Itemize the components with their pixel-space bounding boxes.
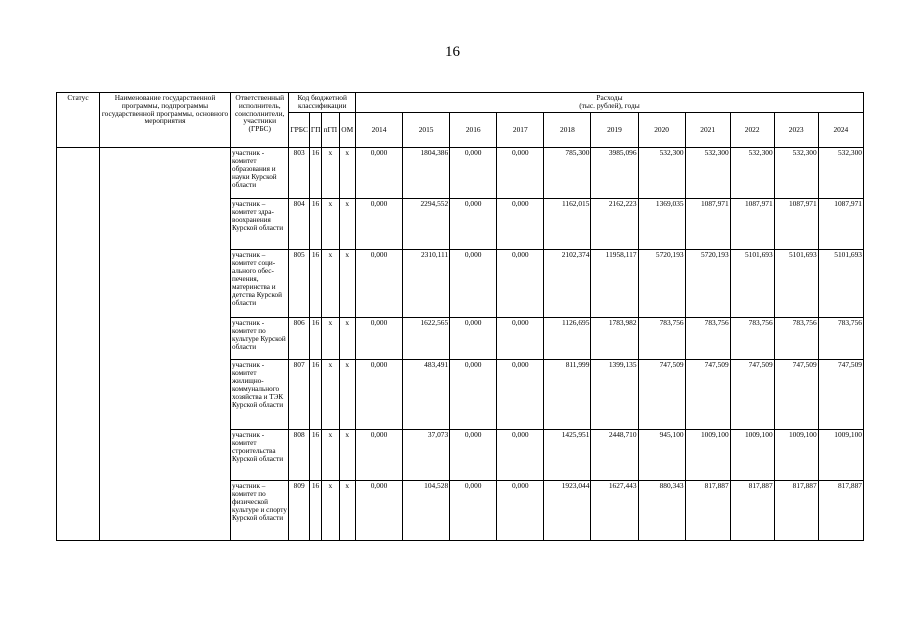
value-cell: 5720,193 [638,250,685,318]
om-cell: x [339,481,355,541]
value-cell: 0,000 [497,199,544,250]
value-cell: 817,887 [685,481,730,541]
value-cell: 747,509 [730,360,774,430]
value-cell: 747,509 [818,360,863,430]
gp-cell: 16 [309,318,321,360]
value-cell: 1425,951 [544,430,591,481]
value-cell: 1087,971 [818,199,863,250]
value-cell: 2102,374 [544,250,591,318]
value-cell: 1087,971 [730,199,774,250]
header-executor: Ответственный исполнитель, соисполнители, участники (ГРБС) [231,93,289,148]
value-cell: 783,756 [685,318,730,360]
value-cell: 0,000 [450,360,497,430]
header-year-2017: 2017 [497,113,544,148]
executor-cell: участник – комитет по физической культуре и спорту Курской области [231,481,289,541]
value-cell: 2448,710 [591,430,638,481]
pgp-cell: x [322,430,339,481]
value-cell: 783,756 [774,318,818,360]
value-cell: 783,756 [730,318,774,360]
value-cell: 1087,971 [685,199,730,250]
gp-cell: 16 [309,148,321,199]
value-cell: 532,300 [685,148,730,199]
om-cell: x [339,250,355,318]
header-status: Статус [57,93,100,148]
header-year-2020: 2020 [638,113,685,148]
value-cell: 0,000 [497,148,544,199]
value-cell: 2294,552 [403,199,450,250]
header-year-2023: 2023 [774,113,818,148]
value-cell: 0,000 [497,318,544,360]
pgp-cell: x [322,318,339,360]
value-cell: 785,300 [544,148,591,199]
value-cell: 11958,117 [591,250,638,318]
value-cell: 0,000 [355,430,402,481]
gp-cell: 16 [309,360,321,430]
value-cell: 2310,111 [403,250,450,318]
pgp-cell: x [322,250,339,318]
value-cell: 1162,015 [544,199,591,250]
header-year-2015: 2015 [403,113,450,148]
header-year-2022: 2022 [730,113,774,148]
gp-cell: 16 [309,481,321,541]
gp-cell: 16 [309,250,321,318]
pgp-cell: x [322,148,339,199]
value-cell: 1923,044 [544,481,591,541]
value-cell: 1399,135 [591,360,638,430]
value-cell: 104,528 [403,481,450,541]
value-cell: 945,100 [638,430,685,481]
value-cell: 817,887 [730,481,774,541]
value-cell: 747,509 [685,360,730,430]
value-cell: 5101,693 [730,250,774,318]
value-cell: 747,509 [638,360,685,430]
value-cell: 817,887 [774,481,818,541]
value-cell: 1009,100 [730,430,774,481]
value-cell: 1627,443 [591,481,638,541]
pgp-cell: x [322,199,339,250]
value-cell: 1369,035 [638,199,685,250]
om-cell: x [339,360,355,430]
value-cell: 0,000 [497,481,544,541]
grbs-cell: 805 [289,250,309,318]
grbs-cell: 803 [289,148,309,199]
value-cell: 3985,096 [591,148,638,199]
executor-cell: участник - комитет жилищно-коммунального хозяйства и ТЭК Курской области [231,360,289,430]
header-expenses-unit: (тыс. рублей), годы [579,100,640,110]
status-cell [57,148,100,541]
program-name-cell [100,148,231,541]
value-cell: 5101,693 [774,250,818,318]
value-cell: 1126,695 [544,318,591,360]
header-year-2024: 2024 [818,113,863,148]
value-cell: 783,756 [638,318,685,360]
value-cell: 0,000 [450,430,497,481]
om-cell: x [339,148,355,199]
executor-cell: участник - комитет строительства Курской области [231,430,289,481]
value-cell: 1009,100 [774,430,818,481]
value-cell: 1009,100 [818,430,863,481]
value-cell: 1622,565 [403,318,450,360]
value-cell: 532,300 [730,148,774,199]
grbs-cell: 806 [289,318,309,360]
value-cell: 0,000 [497,360,544,430]
value-cell: 880,343 [638,481,685,541]
value-cell: 0,000 [450,199,497,250]
header-expenses [355,93,863,113]
value-cell: 0,000 [450,148,497,199]
budget-table [56,92,864,541]
value-cell: 2162,223 [591,199,638,250]
header-code-group: Код бюджетной классификации [289,93,356,113]
value-cell: 0,000 [355,481,402,541]
header-code-pgp: пГП [322,113,339,148]
grbs-cell: 807 [289,360,309,430]
value-cell: 483,491 [403,360,450,430]
header-expenses-title: Расходы [596,93,623,102]
value-cell: 0,000 [497,430,544,481]
value-cell: 0,000 [355,360,402,430]
header-code-gp: ГП [309,113,321,148]
header-row-1 [57,93,864,113]
executor-cell: участник – комитет здравоохранения Курской области [231,199,289,250]
executor-cell: участник – комитет социального обеспечения, материнства и детства Курской области [231,250,289,318]
header-year-2014: 2014 [355,113,402,148]
value-cell: 5720,193 [685,250,730,318]
value-cell: 37,073 [403,430,450,481]
header-year-2021: 2021 [685,113,730,148]
value-cell: 0,000 [450,318,497,360]
value-cell: 817,887 [818,481,863,541]
grbs-cell: 808 [289,430,309,481]
value-cell: 532,300 [818,148,863,199]
value-cell: 1804,386 [403,148,450,199]
value-cell: 0,000 [355,250,402,318]
executor-cell: участник - комитет образования и науки Курской области [231,148,289,199]
value-cell: 811,999 [544,360,591,430]
header-year-2018: 2018 [544,113,591,148]
pgp-cell: x [322,481,339,541]
om-cell: x [339,430,355,481]
pgp-cell: x [322,360,339,430]
table-row [57,148,864,199]
grbs-cell: 809 [289,481,309,541]
page-number: 16 [445,44,460,60]
value-cell: 532,300 [774,148,818,199]
header-year-2016: 2016 [450,113,497,148]
header-code-om: ОМ [339,113,355,148]
value-cell: 0,000 [497,250,544,318]
header-code-grbs: ГРБС [289,113,309,148]
value-cell: 1009,100 [685,430,730,481]
value-cell: 783,756 [818,318,863,360]
gp-cell: 16 [309,199,321,250]
value-cell: 747,509 [774,360,818,430]
value-cell: 0,000 [355,199,402,250]
value-cell: 0,000 [450,250,497,318]
om-cell: x [339,318,355,360]
gp-cell: 16 [309,430,321,481]
grbs-cell: 804 [289,199,309,250]
header-year-2019: 2019 [591,113,638,148]
value-cell: 5101,693 [818,250,863,318]
executor-cell: участник - комитет по культуре Курской области [231,318,289,360]
header-name: Наименование государственной программы, подпрограммы государственной программы, основного мероприятия [100,93,231,148]
value-cell: 532,300 [638,148,685,199]
value-cell: 1783,982 [591,318,638,360]
value-cell: 0,000 [450,481,497,541]
value-cell: 1087,971 [774,199,818,250]
om-cell: x [339,199,355,250]
value-cell: 0,000 [355,318,402,360]
value-cell: 0,000 [355,148,402,199]
